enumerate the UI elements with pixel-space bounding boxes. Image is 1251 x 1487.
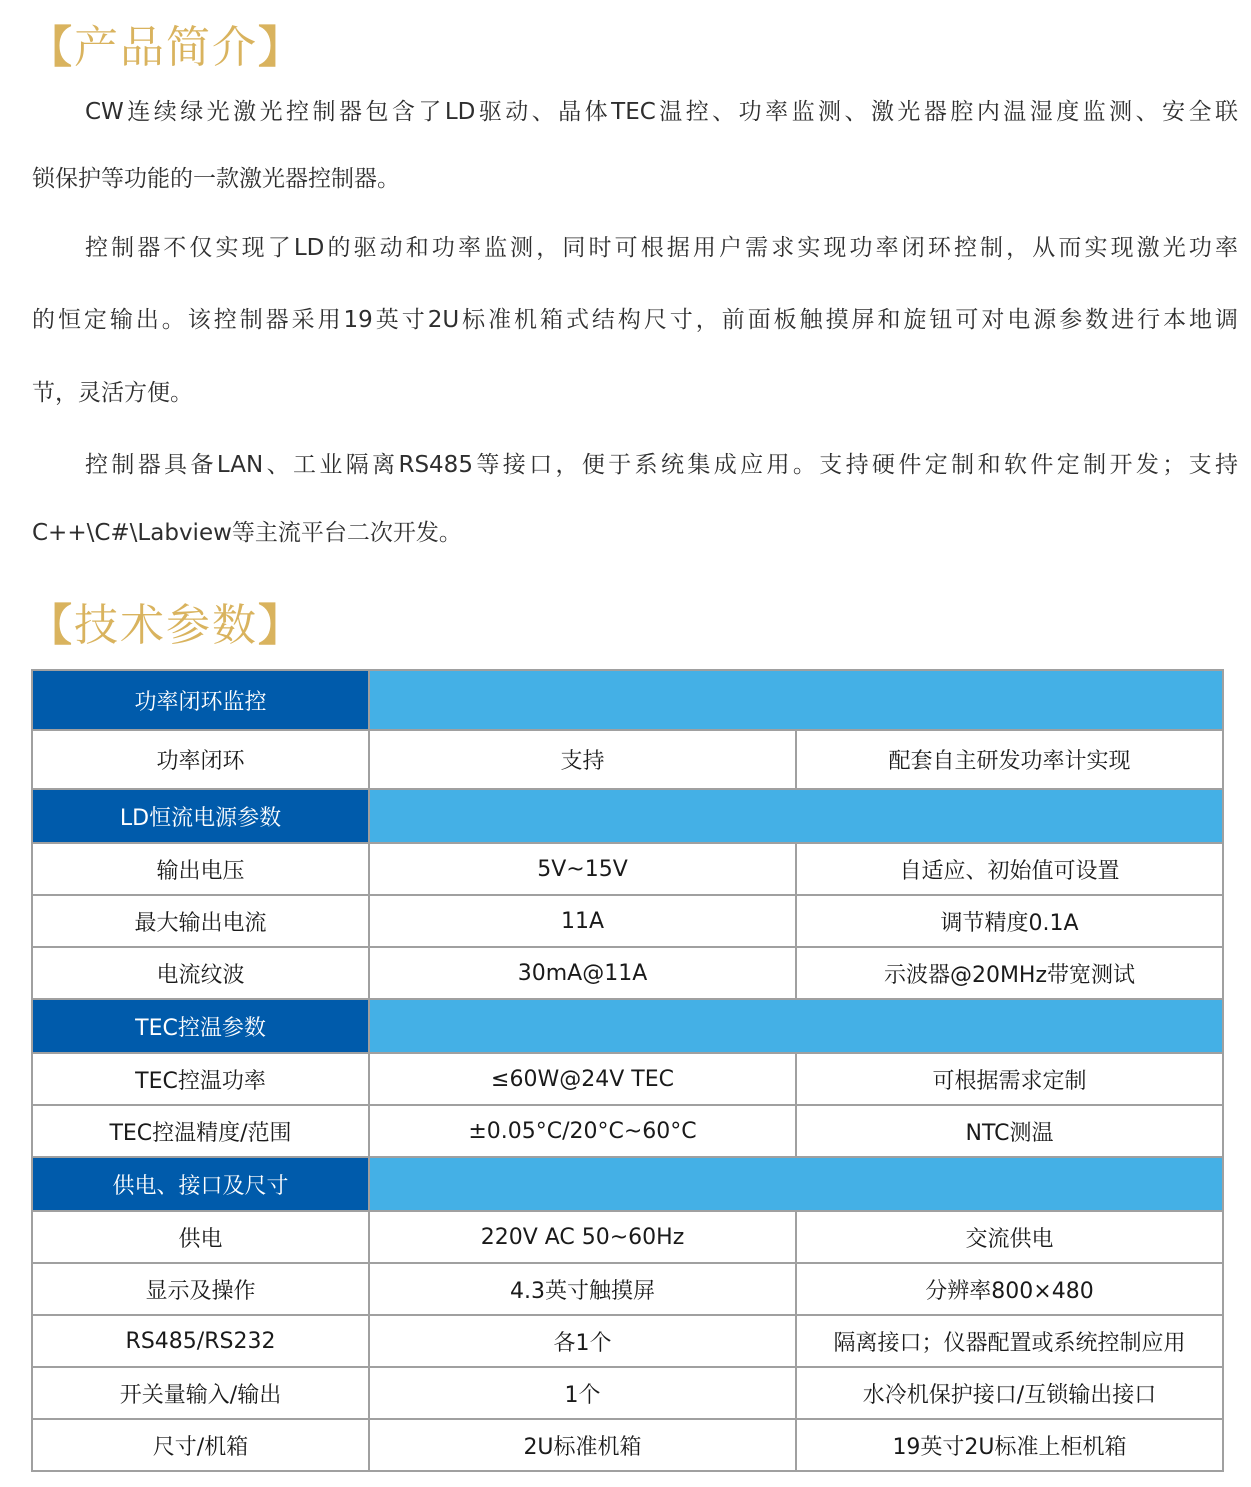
group-label: LD恒流电源参数 (32, 789, 369, 843)
param-name: 输出电压 (32, 843, 369, 895)
param-name: 最大输出电流 (32, 895, 369, 947)
tech-specs-table (31, 669, 1224, 1472)
intro-paragraph-3-line-2: C++\C#\Labview等主流平台二次开发。 (32, 520, 462, 546)
bracket-open: 【 (28, 600, 74, 651)
param-value: 30mA@11A (369, 947, 796, 999)
param-note: 水冷机保护接口/互锁输出接口 (796, 1367, 1223, 1419)
intro-paragraph-3-line-1: 控制器具备LAN、工业隔离RS485等接口，便于系统集成应用。支持硬件定制和软件定制开发；支持 (85, 452, 1238, 478)
table-row (32, 1367, 1223, 1419)
param-value: 11A (369, 895, 796, 947)
product-intro-heading (28, 20, 304, 76)
param-name: TEC控温精度/范围 (32, 1105, 369, 1157)
table-row (32, 1053, 1223, 1105)
param-value: 各1个 (369, 1315, 796, 1367)
intro-paragraph-2-line-1: 控制器不仅实现了LD的驱动和功率监测，同时可根据用户需求实现功率闭环控制，从而实现激光功率 (85, 235, 1238, 261)
param-value: 220V AC 50~60Hz (369, 1211, 796, 1263)
table-row (32, 730, 1223, 789)
group-label: 功率闭环监控 (32, 670, 369, 730)
param-value: 4.3英寸触摸屏 (369, 1263, 796, 1315)
param-note: 自适应、初始值可设置 (796, 843, 1223, 895)
bracket-open: 【 (28, 22, 74, 73)
table-row (32, 1211, 1223, 1263)
intro-paragraph-1-line-2: 锁保护等功能的一款激光器控制器。 (32, 166, 400, 192)
param-value: 2U标准机箱 (369, 1419, 796, 1471)
param-name: 显示及操作 (32, 1263, 369, 1315)
param-note: 19英寸2U标准上柜机箱 (796, 1419, 1223, 1471)
table-row (32, 843, 1223, 895)
param-name: 功率闭环 (32, 730, 369, 789)
group-fill (369, 789, 1223, 843)
group-fill (369, 1157, 1223, 1211)
param-note: 分辨率800×480 (796, 1263, 1223, 1315)
param-value: ≤60W@24V TEC (369, 1053, 796, 1105)
group-header-row (32, 670, 1223, 730)
group-label: TEC控温参数 (32, 999, 369, 1053)
param-note: NTC测温 (796, 1105, 1223, 1157)
group-fill (369, 670, 1223, 730)
table-row (32, 895, 1223, 947)
intro-paragraph-2-line-3: 节，灵活方便。 (32, 380, 193, 406)
param-note: 交流供电 (796, 1211, 1223, 1263)
bracket-close: 】 (258, 22, 304, 73)
param-name: 尺寸/机箱 (32, 1419, 369, 1471)
param-note: 配套自主研发功率计实现 (796, 730, 1223, 789)
intro-paragraph-1-line-1: CW连续绿光激光控制器包含了LD驱动、晶体TEC温控、功率监测、激光器腔内温湿度监测、安全联 (85, 99, 1238, 125)
param-note: 示波器@20MHz带宽测试 (796, 947, 1223, 999)
table-row (32, 1315, 1223, 1367)
param-value: 5V~15V (369, 843, 796, 895)
product-intro-title: 产品简介 (74, 22, 258, 73)
param-name: RS485/RS232 (32, 1315, 369, 1367)
param-value: ±0.05°C/20°C~60°C (369, 1105, 796, 1157)
param-value: 支持 (369, 730, 796, 789)
param-name: 供电 (32, 1211, 369, 1263)
table-row (32, 1419, 1223, 1471)
tech-specs-title: 技术参数 (74, 600, 258, 651)
param-note: 隔离接口；仪器配置或系统控制应用 (796, 1315, 1223, 1367)
tech-specs-heading (28, 598, 304, 654)
group-header-row (32, 789, 1223, 843)
param-value: 1个 (369, 1367, 796, 1419)
param-name: 开关量输入/输出 (32, 1367, 369, 1419)
table-row (32, 1105, 1223, 1157)
intro-paragraph-2-line-2: 的恒定输出。该控制器采用19英寸2U标准机箱式结构尺寸，前面板触摸屏和旋钮可对电源参数进行本地调 (32, 307, 1238, 333)
param-note: 可根据需求定制 (796, 1053, 1223, 1105)
param-name: TEC控温功率 (32, 1053, 369, 1105)
bracket-close: 】 (258, 600, 304, 651)
group-header-row (32, 999, 1223, 1053)
table-row (32, 1263, 1223, 1315)
group-label: 供电、接口及尺寸 (32, 1157, 369, 1211)
group-header-row (32, 1157, 1223, 1211)
param-note: 调节精度0.1A (796, 895, 1223, 947)
group-fill (369, 999, 1223, 1053)
table-row (32, 947, 1223, 999)
param-name: 电流纹波 (32, 947, 369, 999)
